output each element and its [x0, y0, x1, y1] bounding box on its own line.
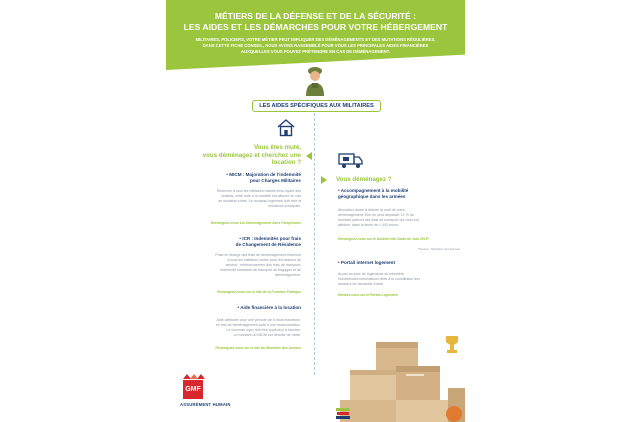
icr-body-line-3: service : remboursement des frais de transport, [225, 263, 301, 267]
mobility-body-line-4: attribué, dans la limite de 1 400 euros. [338, 223, 399, 227]
icr-body [180, 253, 301, 278]
intro-line-3: AUXQUELLES VOUS POUVEZ PRÉTENDRE EN CAS DE DÉMÉNAGEMENT. [241, 49, 390, 54]
icr-title-line-2: de Changement de Résidence [235, 242, 301, 247]
left-question-line-2: vous déménagez et cherchez une [202, 151, 301, 159]
mobility-body [338, 208, 458, 228]
intro-line-1: MILITAIRES, POLICIERS, VOTRE MÉTIER PEUT IMPLIQUER DES DÉMÉNAGEMENTS ET DES MUTATIONS RÉGULIÈRES. [195, 37, 436, 42]
icr-body-line-4: indemnité forfaitaire de transport de bagages et de [220, 268, 301, 272]
source-note: *Source : Ministère des Armées [417, 247, 460, 251]
micm-link[interactable]: Renseignez-vous sur Déménagement Sans Paraphrasér [210, 221, 301, 225]
title-line-2: LES AIDES ET LES DÉMARCHES POUR VOTRE HÉBERGEMENT [183, 21, 448, 32]
icr-body-line-2: à tous les militaires mutés pour les besoins du [227, 258, 301, 262]
intro-text [180, 37, 451, 55]
location-aid-body-line-2: en cas de déménagement suite à une restructuration. [215, 323, 301, 327]
left-question-line-3: location ? [271, 159, 301, 166]
micm-body-line-3: de mutation subie. Le nouveau logement doit être la [218, 199, 301, 203]
micm-title [188, 172, 301, 184]
title-line-1: MÉTIERS DE LA DÉFENSE ET DE LA SÉCURITÉ : [214, 11, 417, 21]
mobility-link[interactable]: Renseignez-vous sur le bulletin Info Solde de Juin 2019* [338, 237, 429, 241]
left-question [188, 144, 301, 167]
gmf-logo: GMF [183, 380, 203, 399]
portal-body-line-2: Nombreuses informations liées à la constitution des [338, 277, 421, 281]
micm-title-line-2: pour Charges Militaires [249, 178, 301, 183]
portal-body [338, 272, 458, 287]
mobility-body-line-1: Allocation visant à réduire le coût de votre [338, 208, 405, 212]
location-aid-title-line-1: • Aide financière à la location [237, 305, 301, 310]
micm-title-line-1: • MICM : Majoration de l’indemnité [226, 172, 301, 177]
mobility-title-line-1: • Accompagnement à la mobilité [338, 188, 409, 193]
left-question-pointer [306, 152, 312, 160]
location-aid-link[interactable]: Renseignez-vous sur le site du Ministère des Armées [215, 346, 301, 350]
center-divider [314, 113, 315, 375]
portal-body-line-3: dossiers de demande d’aide. [338, 282, 384, 286]
portal-title-line-1: • Portail internet logement [338, 260, 395, 265]
right-question-pointer [321, 176, 327, 184]
portal-body-line-1: Accès au parc de logements du ministère. [338, 272, 405, 276]
micm-body-line-4: résidence principale. [268, 204, 301, 208]
page-title [166, 11, 465, 32]
icr-body-line-5: déménagement. [275, 273, 301, 277]
icr-title [188, 236, 301, 248]
mobility-title [338, 188, 453, 200]
soldier-icon [303, 64, 327, 96]
micm-body [180, 189, 301, 209]
poster [166, 0, 465, 422]
location-aid-body-line-1: Aide attribuée pour une période de 6 mois maximum, [216, 318, 301, 322]
micm-body-line-1: Réservée à tous les militaires mariés et/ou ayant des [216, 189, 301, 193]
location-aid-body-line-3: Le nouveau loyer doit être supérieur à l’ancien. [226, 328, 301, 332]
icr-title-line-1: • ICR : Indemnités pour frais [239, 236, 301, 241]
right-question: Vous déménagez ? [336, 176, 392, 183]
truck-icon [337, 150, 365, 170]
logo-slogan: ASSURÉMENT HUMAIN [180, 402, 231, 407]
section-banner: LES AIDES SPÉCIFIQUES AUX MILITAIRES [252, 100, 381, 112]
mobility-title-line-2: géographique dans les armées [338, 194, 406, 199]
house-icon [275, 117, 297, 139]
icr-link[interactable]: Renseignez-vous sur le site de la Fonction Publique [217, 290, 301, 294]
left-question-line-1: Vous êtes muté, [254, 144, 301, 151]
portal-link[interactable]: Rendez-vous sur le Portail Logement [338, 293, 398, 297]
micm-body-line-2: enfants, cette aide à la mobilité est allouée en cas [221, 194, 301, 198]
location-aid-body [180, 318, 301, 338]
location-aid-body-line-4: Le montant du MICM est déduite de l’aide. [233, 333, 301, 337]
mobility-body-line-3: montant plafond des frais de transport qui vous est [338, 218, 419, 222]
location-aid-title [188, 305, 301, 311]
intro-line-2: DANS CETTE FICHE CONSEIL, NOUS AVONS RASSEMBLÉ POUR VOUS LES PRINCIPALES AIDES FINANCIÈRES [202, 43, 429, 48]
portal-title [338, 260, 453, 266]
mobility-body-line-2: déménagement. Elle ne peut dépasser 12 % du [338, 213, 414, 217]
logo-emblem-icon [181, 373, 205, 380]
moving-boxes-illustration [336, 318, 465, 422]
icr-body-line-1: Prise en charge des frais de déménagement réservée [215, 253, 301, 257]
